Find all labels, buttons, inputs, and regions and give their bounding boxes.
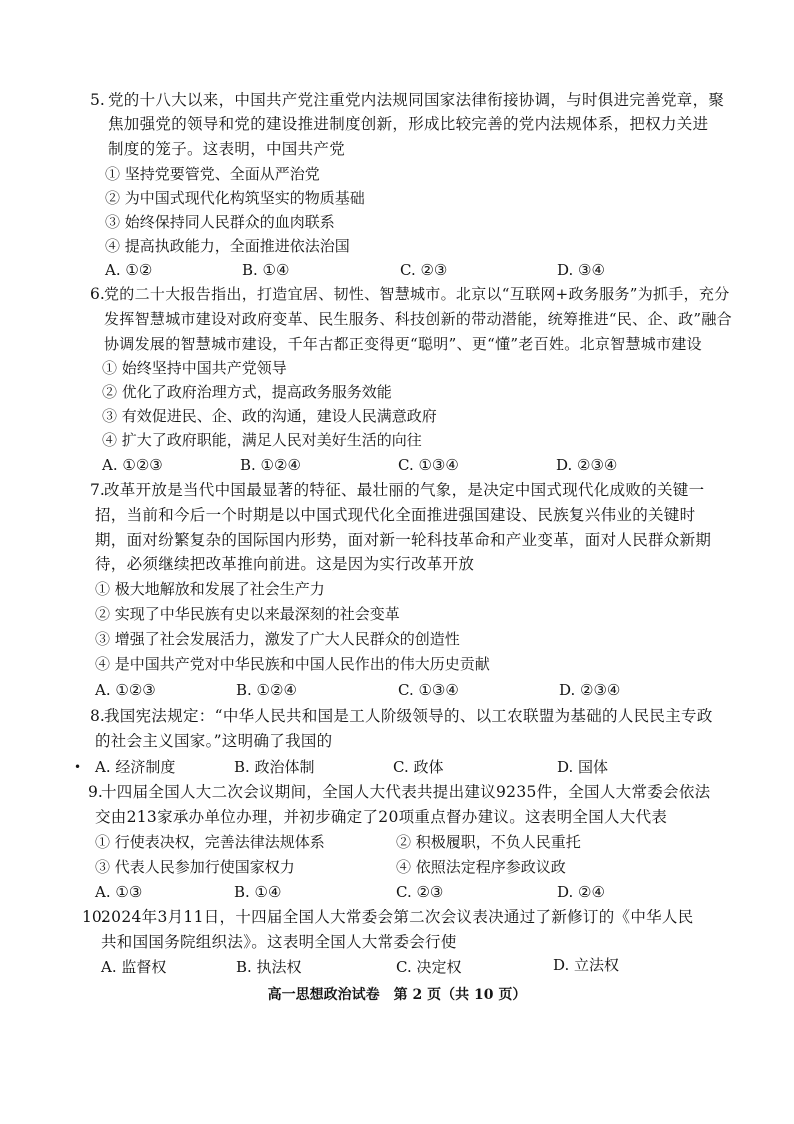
answer-choice-c: C. ②③ xyxy=(396,883,444,901)
answer-choice-d: D. ②③④ xyxy=(556,456,618,474)
answer-choice-b: B. ①④ xyxy=(242,261,290,279)
statement-option: ① 坚持党要管党、全面从严治党 xyxy=(105,165,320,183)
answer-choice-c: C. 决定权 xyxy=(396,958,462,976)
statement-option: ① 始终坚持中国共产党领导 xyxy=(102,359,287,377)
question-stem-line: 十四届全国人大二次会议期间，全国人大代表共提出建议9235件，全国人大常委会依法 xyxy=(101,783,711,801)
question-number: 10. xyxy=(82,908,107,926)
statement-option: ④ 依照法定程序参政议政 xyxy=(396,858,566,876)
question-number: 7. xyxy=(90,481,105,499)
statement-option: ① 行使表决权，完善法律法规体系 xyxy=(95,833,325,851)
question-stem-line: 协调发展的智慧城市建设，千年古都正变得更“聪明”、更“懂”老百姓。北京智慧城市建设 xyxy=(104,335,702,353)
answer-choice-b: B. ①④ xyxy=(234,883,282,901)
question-stem-line: 的社会主义国家。”这明确了我国的 xyxy=(95,732,333,750)
statement-option: ① 极大地解放和发展了社会生产力 xyxy=(95,580,325,598)
question-stem-line: 党的二十大报告指出，打造宜居、韧性、智慧城市。北京以“互联网+政务服务”为抓手，充分 xyxy=(104,285,730,303)
answer-choice-d: D. ③④ xyxy=(557,261,605,279)
answer-choice-b: B. ①②④ xyxy=(236,681,297,699)
answer-choice-c: C. ①③④ xyxy=(398,681,459,699)
answer-choice-a: A. ①③ xyxy=(95,883,143,901)
statement-option: ③ 代表人民参加行使国家权力 xyxy=(95,858,295,876)
question-number: 6. xyxy=(90,285,105,303)
question-stem-line: 改革开放是当代中国最显著的特征、最壮丽的气象，是决定中国式现代化成败的关键一 xyxy=(104,481,705,499)
statement-option: ② 实现了中华民族有史以来最深刻的社会变革 xyxy=(95,605,400,623)
statement-option: ② 积极履职，不负人民重托 xyxy=(396,833,581,851)
statement-option: ④ 扩大了政府职能，满足人民对美好生活的向往 xyxy=(102,431,422,449)
answer-choice-a: A. ①②③ xyxy=(95,681,156,699)
answer-choice-a: A. ①②③ xyxy=(102,456,163,474)
answer-choice-d: D. ②④ xyxy=(557,883,605,901)
question-stem-line: 交由213家承办单位办理，并初步确定了20项重点督办建议。这表明全国人大代表 xyxy=(95,808,668,826)
question-number: 9. xyxy=(88,783,103,801)
statement-option: ② 为中国式现代化构筑坚实的物质基础 xyxy=(105,189,365,207)
statement-option: ③ 有效促进民、企、政的沟通，建设人民满意政府 xyxy=(102,407,437,425)
question-stem-line: 期，面对纷繁复杂的国际国内形势，面对新一轮科技革命和产业变革，面对人民群众新期 xyxy=(95,531,712,549)
answer-choice-b: B. 执法权 xyxy=(236,958,302,976)
answer-choice-c: C. 政体 xyxy=(393,758,444,776)
answer-choice-d: D. ②③④ xyxy=(559,681,621,699)
answer-choice-b: B. ①②④ xyxy=(240,456,301,474)
answer-choice-d: D. 国体 xyxy=(557,758,609,776)
question-stem-line: 待，必须继续把改革推向前进。这是因为实行改革开放 xyxy=(95,555,475,573)
question-stem-line: 发挥智慧城市建设对政府变革、民生服务、科技创新的带动潜能，统筹推进“民、企、政”融合 xyxy=(104,310,732,328)
question-stem-line: 招，当前和今后一个时期是以中国式现代化全面推进强国建设、民族复兴伟业的关键时 xyxy=(95,506,696,524)
answer-choice-a: A. 监督权 xyxy=(101,958,167,976)
scan-mark: • xyxy=(74,760,82,774)
question-stem-line: 制度的笼子。这表明，中国共产党 xyxy=(108,140,346,158)
question-stem-line: 我国宪法规定：“中华人民共和国是工人阶级领导的、以工农联盟为基础的人民民主专政 xyxy=(104,707,713,725)
statement-option: ③ 始终保持同人民群众的血肉联系 xyxy=(105,213,335,231)
answer-choice-a: A. 经济制度 xyxy=(95,758,176,776)
statement-option: ③ 增强了社会发展活力，激发了广大人民群众的创造性 xyxy=(95,630,460,648)
question-stem-line: 2024年3月11日，十四届全国人大常委会第二次会议表决通过了新修订的《中华人民 xyxy=(101,908,694,926)
answer-choice-d: D. 立法权 xyxy=(553,956,620,974)
question-number: 5. xyxy=(90,91,105,109)
question-number: 8. xyxy=(90,707,105,725)
statement-option: ④ 提高执政能力，全面推进依法治国 xyxy=(105,237,350,255)
answer-choice-a: A. ①② xyxy=(105,261,153,279)
statement-option: ④ 是中国共产党对中华民族和中国人民作出的伟大历史贡献 xyxy=(95,655,490,673)
statement-option: ② 优化了政府治理方式，提高政务服务效能 xyxy=(102,383,392,401)
answer-choice-b: B. 政治体制 xyxy=(234,758,315,776)
answer-choice-c: C. ①③④ xyxy=(398,456,459,474)
question-stem-line: 共和国国务院组织法》。这表明全国人大常委会行使 xyxy=(101,933,457,951)
question-stem-line: 焦加强党的领导和党的建设推进制度创新，形成比较完善的党内法规体系，把权力关进 xyxy=(108,115,709,133)
question-stem-line: 党的十八大以来，中国共产党注重党内法规同国家法律衔接协调，与时俱进完善党章，聚 xyxy=(108,91,725,109)
page-footer: 高一思想政治试卷 第 2 页（共 10 页） xyxy=(267,987,527,1003)
answer-choice-c: C. ②③ xyxy=(400,261,448,279)
